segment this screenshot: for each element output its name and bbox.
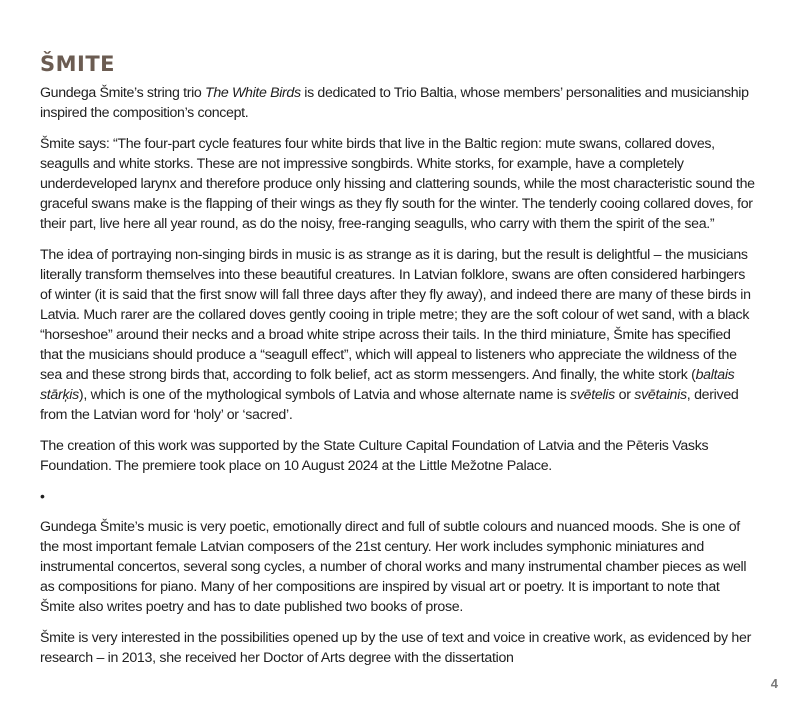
intro-text-a: Gundega Šmite’s string trio [40,85,206,101]
paragraph-birds [40,245,756,425]
latvian-term-svetainis: svētainis [634,387,687,403]
paragraph-research: Šmite is very interested in the possibilities opened up by the use of text and voice in creative work, as evidenced by her research – in 2013, she received her Doctor of Arts degree with the dissertation [40,630,752,666]
intro-text-b: is dedicated to Trio Baltia, whose members’ personalities and musicianship inspired the composition’s concept. [40,85,749,121]
latvian-term-svetelis: svētelis [570,387,615,403]
birds-text-b: ), which is one of the mythological symbols of Latvia and whose alternate name is [78,387,571,403]
paragraph-quote: Šmite says: “The four-part cycle features four white birds that live in the Baltic region: mute swans, collared doves, seagulls and white storks. These are not impressive songbirds. White storks, for example, have a completely underdeveloped larynx and therefore produce only hissing and clattering sounds, while the most characteristic sound the graceful swans make is the flapping of their wings as they fly south for the winter. The tenderly cooing collared doves, for their part, live here all year round, as do the noisy, free-ranging seagulls, who carry with them the spirit of the sea.” [40,136,755,232]
birds-text-d: , derived from the Latvian word for ‘holy’ or ‘sacred’. [40,387,739,423]
latvian-term-stork: baltais stārķis [40,367,735,403]
work-title: The White Birds [205,85,301,101]
paragraph-premiere: The creation of this work was supported by the State Culture Capital Foundation of Latvia and the Pēteris Vasks Foundation. The premiere took place on 10 August 2024 at the Little Mežotne Palace. [40,438,709,474]
section-separator: • [40,488,45,504]
page-body [40,52,756,679]
page-heading: ŠMITE [40,52,116,76]
paragraph-intro [40,83,756,123]
birds-text-a: The idea of portraying non-singing birds in music is as strange as it is daring, but the result is delightful – the musicians literally transform themselves into these beautiful creatures. In Latvian folklore, swans are often considered harbingers of winter (it is said that the first snow will fall three days after they fly away), and indeed there are many of these birds in Latvia. Much rarer are the collared doves gently cooing in triple metre; they are the soft colour of wet sand, with a black “horseshoe” around their necks and a broad white stripe across their tails. In the third miniature, Šmite has specified that the musicians should produce a “seagull effect”, which will appeal to listeners who appreciate the wildness of the sea and these strong birds that, according to folk belief, act as storm messengers. And finally, the white stork ( [40,247,751,383]
page-number: 4 [770,676,778,691]
paragraph-biography: Gundega Šmite’s music is very poetic, emotionally direct and full of subtle colours and nuanced moods. She is one of the most important female Latvian composers of the 21st century. Her work includes symphonic miniatures and instrumental concertos, several song cycles, a number of choral works and many instrumental chamber pieces as well as compositions for piano. Many of her compositions are inspired by visual art or poetry. It is important to note that Šmite also writes poetry and has to date published two books of prose. [40,519,747,615]
birds-text-c: or [614,387,635,403]
